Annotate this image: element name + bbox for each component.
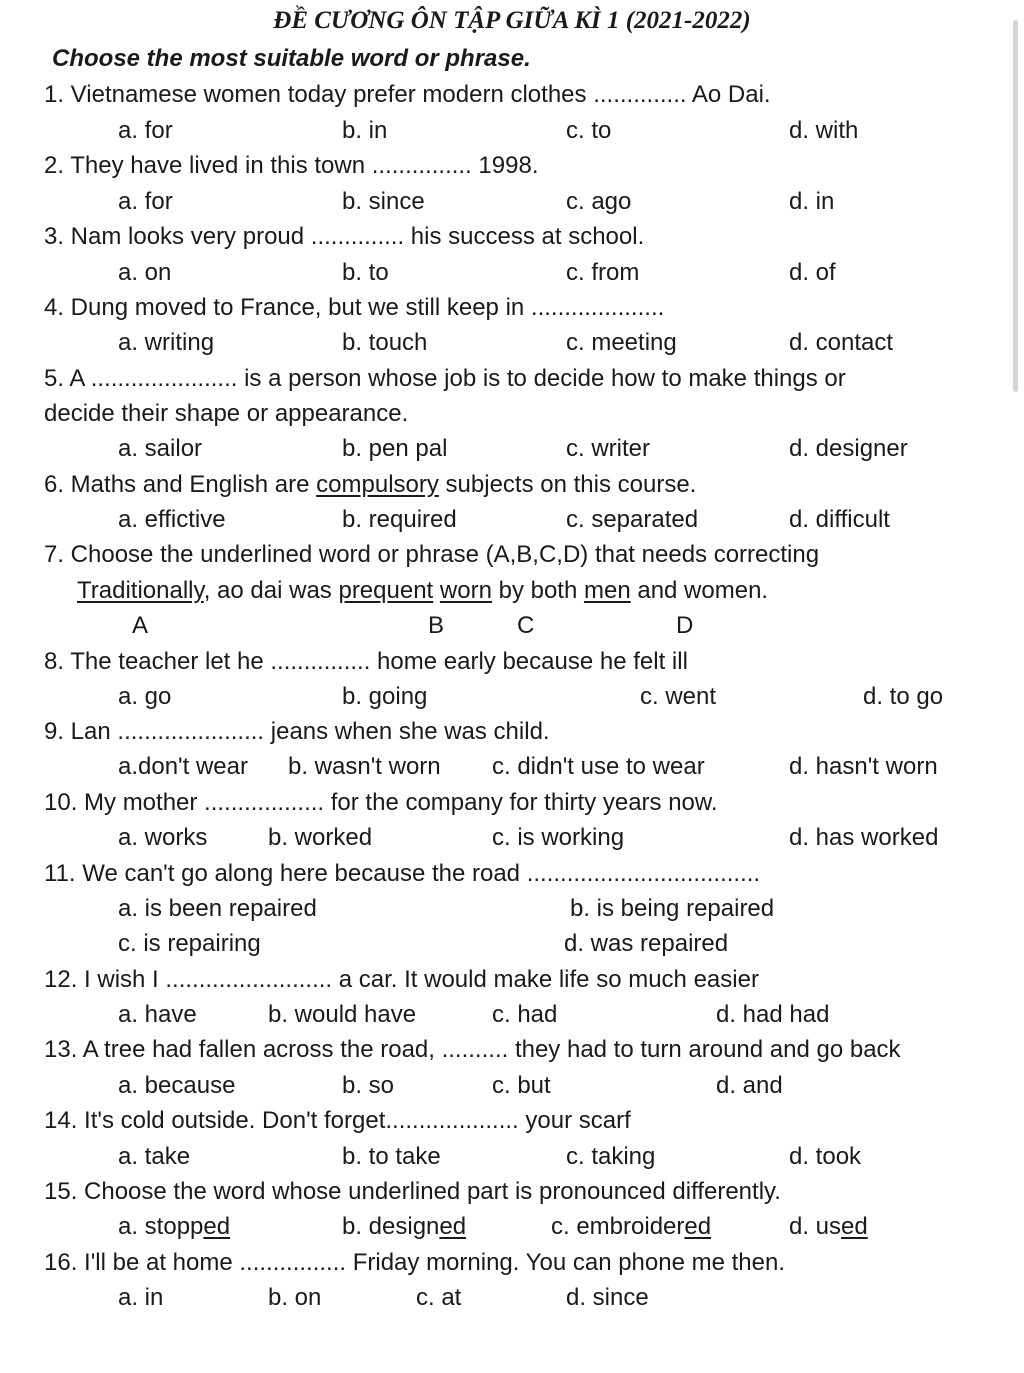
question-5: 5. A ...................... is a person whose job is to decide how to make things or <box>44 365 846 392</box>
q16-option-b: b. on <box>268 1284 322 1311</box>
question-4: 4. Dung moved to France, but we still keep in .................... <box>44 294 665 321</box>
q15-option-b: b. designed <box>342 1213 467 1240</box>
q2-option-c: c. ago <box>566 188 632 215</box>
q13-option-c: c. but <box>492 1072 551 1099</box>
q5-option-b: b. pen pal <box>342 435 448 462</box>
q3-option-c: c. from <box>566 259 640 286</box>
question-7-sentence: Traditionally, ao dai was prequent worn by both men and women. <box>77 577 769 604</box>
q15-option-d: d. used <box>789 1213 868 1240</box>
q12-option-c: c. had <box>492 1001 558 1028</box>
question-16: 16. I'll be at home ................ Friday morning. You can phone me then. <box>44 1249 785 1276</box>
q13-option-a: a. because <box>118 1072 236 1099</box>
q15-option-c: c. embroidered <box>551 1213 712 1240</box>
q2-option-b: b. since <box>342 188 425 215</box>
question-1: 1. Vietnamese women today prefer modern clothes .............. Ao Dai. <box>44 81 771 108</box>
q9-option-a: a.don't wear <box>118 753 248 780</box>
q9-option-c: c. didn't use to wear <box>492 753 705 780</box>
q12-option-a: a. have <box>118 1001 197 1028</box>
question-12: 12. I wish I ......................... a car. It would make life so much easier <box>44 966 759 993</box>
q1-option-b: b. in <box>342 117 388 144</box>
q6-option-c: c. separated <box>566 506 699 533</box>
q2-option-a: a. for <box>118 188 173 215</box>
q8-option-b: b. going <box>342 683 428 710</box>
q11-option-c: c. is repairing <box>118 930 261 957</box>
q10-option-b: b. worked <box>268 824 373 851</box>
q7-label-d: D <box>676 612 694 639</box>
q12-option-d: d. had had <box>716 1001 830 1028</box>
q8-option-c: c. went <box>640 683 717 710</box>
q5-option-d: d. designer <box>789 435 908 462</box>
q3-option-a: a. on <box>118 259 172 286</box>
question-5-cont: decide their shape or appearance. <box>44 400 409 427</box>
q4-option-b: b. touch <box>342 329 428 356</box>
underlined-word: compulsory <box>316 471 439 498</box>
q1-option-c: c. to <box>566 117 612 144</box>
question-3: 3. Nam looks very proud .............. his success at school. <box>44 223 645 250</box>
q10-option-c: c. is working <box>492 824 625 851</box>
q5-option-c: c. writer <box>566 435 650 462</box>
q1-option-d: d. with <box>789 117 859 144</box>
q14-option-c: c. taking <box>566 1143 656 1170</box>
question-11: 11. We can't go along here because the road ................................... <box>44 860 761 887</box>
q7-label-b: B <box>428 612 445 639</box>
scrollbar[interactable] <box>1013 20 1018 392</box>
q5-option-a: a. sailor <box>118 435 203 462</box>
question-8: 8. The teacher let he ............... home early because he felt ill <box>44 648 688 675</box>
q13-option-b: b. so <box>342 1072 395 1099</box>
question-9: 9. Lan ...................... jeans when she was child. <box>44 718 550 745</box>
q3-option-b: b. to <box>342 259 389 286</box>
question-14: 14. It's cold outside. Don't forget.................... your scarf <box>44 1107 631 1134</box>
q7-label-a: A <box>132 612 149 639</box>
q14-option-d: d. took <box>789 1143 862 1170</box>
q16-option-a: a. in <box>118 1284 164 1311</box>
q16-option-d: d. since <box>566 1284 649 1311</box>
q7-label-c: C <box>517 612 535 639</box>
question-13: 13. A tree had fallen across the road, .......... they had to turn around and go back <box>44 1036 901 1063</box>
q13-option-d: d. and <box>716 1072 783 1099</box>
q9-option-b: b. wasn't worn <box>288 753 441 780</box>
q11-option-d: d. was repaired <box>564 930 729 957</box>
q8-option-d: d. to go <box>863 683 944 710</box>
q2-option-d: d. in <box>789 188 835 215</box>
q12-option-b: b. would have <box>268 1001 417 1028</box>
page-title: ĐỀ CƯƠNG ÔN TẬP GIỮA KÌ 1 (2021-2022) <box>273 7 751 34</box>
q16-option-c: c. at <box>416 1284 462 1311</box>
q4-option-c: c. meeting <box>566 329 677 356</box>
q11-option-a: a. is been repaired <box>118 895 317 922</box>
question-2: 2. They have lived in this town ............... 1998. <box>44 152 539 179</box>
q1-option-a: a. for <box>118 117 173 144</box>
question-15: 15. Choose the word whose underlined part is pronounced differently. <box>44 1178 781 1205</box>
question-6: 6. Maths and English are compulsory subjects on this course. <box>44 471 697 498</box>
q15-option-a: a. stopped <box>118 1213 231 1240</box>
question-7: 7. Choose the underlined word or phrase (A,B,C,D) that needs correcting <box>44 541 820 568</box>
question-10: 10. My mother .................. for the company for thirty years now. <box>44 789 718 816</box>
q11-option-b: b. is being repaired <box>570 895 775 922</box>
q14-option-b: b. to take <box>342 1143 441 1170</box>
q6-option-d: d. difficult <box>789 506 890 533</box>
q6-option-a: a. effictive <box>118 506 226 533</box>
q4-option-a: a. writing <box>118 329 215 356</box>
q10-option-d: d. has worked <box>789 824 939 851</box>
q10-option-a: a. works <box>118 824 208 851</box>
q6-option-b: b. required <box>342 506 457 533</box>
q4-option-d: d. contact <box>789 329 894 356</box>
instruction: Choose the most suitable word or phrase. <box>52 45 531 72</box>
q14-option-a: a. take <box>118 1143 191 1170</box>
q8-option-a: a. go <box>118 683 172 710</box>
q3-option-d: d. of <box>789 259 836 286</box>
q9-option-d: d. hasn't worn <box>789 753 938 780</box>
